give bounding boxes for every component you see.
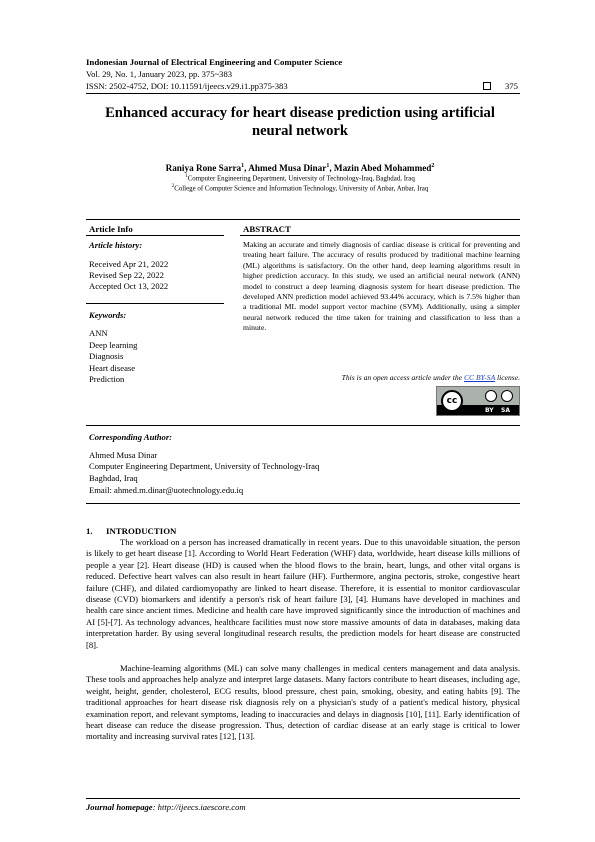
author-affil-sup: 1	[326, 163, 330, 169]
corresponding-heading: Corresponding Author:	[89, 432, 173, 442]
corresponding-rule	[86, 425, 520, 426]
keywords-heading: Keywords:	[89, 310, 127, 320]
revised-date: Revised Sep 22, 2022	[89, 270, 164, 280]
open-access-statement	[243, 373, 520, 382]
author-name: Raniya Rone Sarra	[165, 163, 242, 174]
header-rule	[86, 93, 520, 94]
homepage-url[interactable]: http://ijeecs.iaescore.com	[157, 802, 246, 812]
author-name: Mazin Abed Mohammed	[333, 163, 432, 174]
keyword-item: Prediction	[89, 374, 125, 384]
affil-sup: 1	[185, 174, 188, 179]
article-info-heading: Article Info	[89, 224, 133, 234]
received-date: Received Apr 21, 2022	[89, 259, 169, 269]
article-history-heading: Article history:	[89, 240, 143, 250]
info-bottom-rule	[86, 503, 520, 504]
title-line-2: neural network	[251, 123, 349, 139]
keyword-item: Diagnosis	[89, 351, 124, 361]
author-affil-sup: 1	[241, 163, 245, 169]
homepage-separator: :	[152, 802, 158, 812]
keywords-divider	[86, 303, 224, 304]
corresponding-dept: Computer Engineering Department, University of Technology-Iraq	[89, 461, 320, 471]
paper-title	[80, 104, 520, 140]
affil-text: College of Computer Science and Information Technology, University of Anbar, Anbar, Iraq	[174, 185, 429, 193]
journal-name: Indonesian Journal of Electrical Engineering and Computer Science	[86, 57, 343, 67]
footer-rule	[86, 798, 520, 799]
by-label: BY	[485, 407, 494, 414]
corresponding-city: Baghdad, Iraq	[89, 473, 138, 483]
author-separator: ,	[329, 163, 334, 174]
affiliation-1	[80, 173, 520, 183]
corresponding-email[interactable]: Email: ahmed.m.dinar@uotechnology.edu.iq	[89, 485, 244, 495]
accepted-date: Accepted Oct 13, 2022	[89, 281, 169, 291]
top-info-rule	[86, 219, 520, 220]
affil-text: Computer Engineering Department, University of Technology-Iraq, Baghdad, Iraq	[187, 175, 415, 183]
homepage-label: Journal homepage	[86, 802, 153, 812]
intro-paragraph-1: The workload on a person has increased dramatically in recent years. Due to this unavoidable situation, the person is likely to get heart disease [1]. According to World Heart Federation (WHF) data, worldwide, heart disease kills millions of people a year [2]. Heart disease (HD) is caused when the blood flows to the brain, heart, lungs, and other vital organs is reduced. Defective heart valves can also result in heart failure (HF). Furthermore, angina pectoris, stroke, congestive heart failure (CHF), and dilated cardiomyopathy are linked to heart disease. Therefore, it is essential to monitor cardiovascular disease (CVD) biomarkers and identify a person's risk of heart failure [3], [4]. Humans have developed in machines and health care since ancient times. Medicine and health care have improved significantly since the introduction of machines and AI [5]-[7]. As technology advances, healthcare facilities must now store massive amounts of data in databases, making data interpretation harder. By using several longitudinal research results, the prediction models for heart disease are constructed [8].	[86, 537, 520, 650]
keyword-item: Deep learning	[89, 340, 138, 350]
cc-by-sa-badge[interactable]	[436, 386, 520, 416]
open-access-prefix: This is an open access article under the	[341, 373, 464, 382]
affiliation-2	[80, 183, 520, 193]
affil-sup: 2	[171, 184, 175, 189]
corresponding-name: Ahmed Musa Dinar	[89, 450, 158, 460]
sa-share-icon	[501, 390, 513, 402]
author-separator: ,	[244, 163, 249, 174]
journal-homepage	[86, 802, 246, 812]
section-heading: INTRODUCTION	[106, 526, 177, 536]
square-bullet-icon	[483, 82, 491, 90]
by-person-icon	[485, 390, 497, 402]
license-link[interactable]: CC BY-SA	[463, 373, 496, 382]
page-number: 375	[505, 81, 518, 91]
title-line-1: Enhanced accuracy for heart disease prediction using artificial	[105, 105, 495, 121]
open-access-suffix: license.	[495, 373, 520, 382]
info-divider	[86, 235, 224, 236]
author-affil-sup: 2	[431, 163, 435, 169]
author-name: Ahmed Musa Dinar	[248, 163, 327, 174]
volume-line: Vol. 29, No. 1, January 2023, pp. 375~383	[86, 69, 233, 79]
sa-label: SA	[501, 407, 510, 414]
abstract-divider	[240, 235, 520, 236]
section-number: 1.	[86, 526, 93, 536]
keyword-item: ANN	[89, 328, 108, 338]
keyword-item: Heart disease	[89, 363, 136, 373]
abstract-heading: ABSTRACT	[243, 224, 291, 234]
issn-doi-line: ISSN: 2502-4752, DOI: 10.11591/ijeecs.v29.i1.pp375-383	[86, 81, 288, 91]
cc-icon: cc	[441, 390, 463, 412]
author-list	[80, 163, 520, 173]
abstract-text: Making an accurate and timely diagnosis of cardiac disease is critical for preventing and treating heart failure. The accuracy of results produced by traditional machine learning (ML) algorithms is satisfactory. On the other hand, deep learning algorithms result in higher prediction accuracy. In this study, we used an artificial neural network (ANN) model to construct a deep learning diagnosis system for heart disease prediction. The developed ANN prediction model achieved 93.44% accuracy, which is 7.5% higher than a traditional ML model support vector machine (SVM). Additionally, using a simpler neural network reduced the time taken for training and classification to less than a minute.	[243, 240, 520, 333]
intro-paragraph-2: Machine-learning algorithms (ML) can solve many challenges in medical centers management and data analysis. These tools and approaches help analyze and interpret large datasets. Many factors contribute to heart diseases, including age, weight, height, gender, cholesterol, ECG results, blood pressure, chest pain, smoking, obesity, and eating habits [9]. The traditional approaches for heart disease risk diagnosis rely on a physician's study of a patient's medical history, physical examination report, and relevant symptoms, leading to inaccuracies and delays in diagnosis [10], [11]. Early identification of heart disease can reduce the disease progression. Thus, detection of cardiac disease at an early stage is critical to lower mortality and increasing survival rates [12], [13].	[86, 663, 520, 742]
